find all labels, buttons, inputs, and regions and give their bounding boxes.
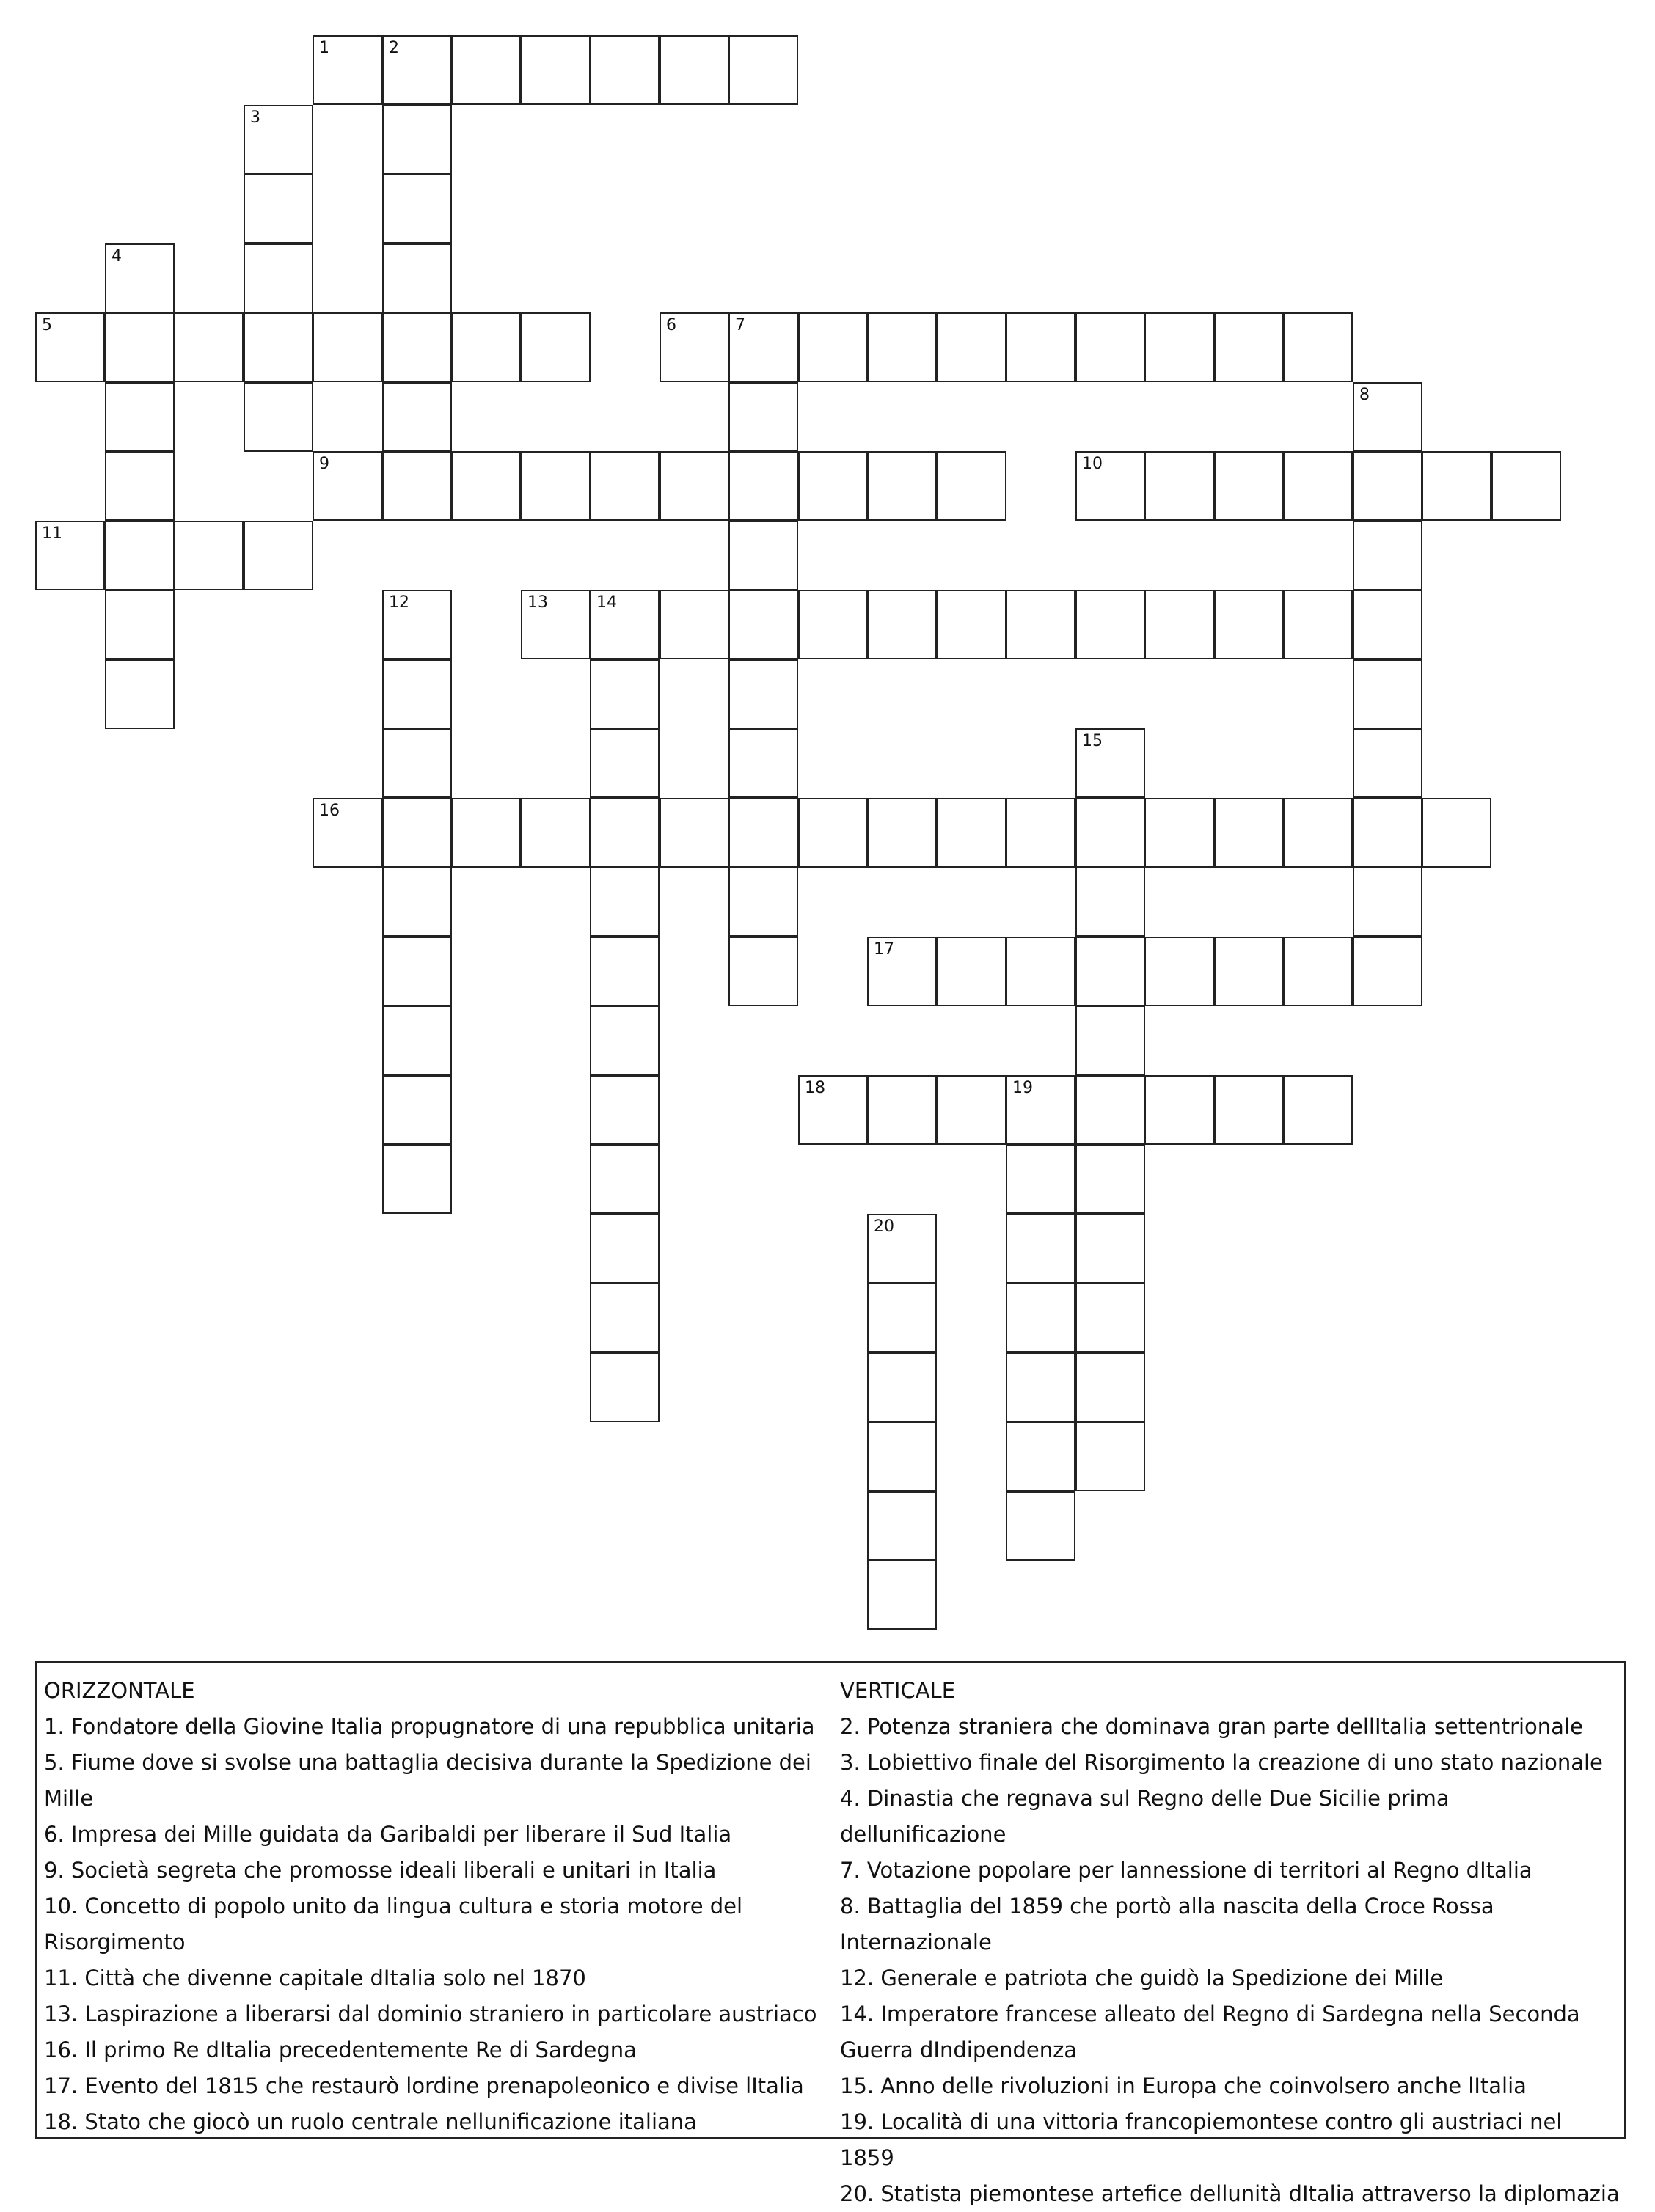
clue-number: 4 <box>112 247 122 265</box>
grid-cell[interactable] <box>1422 451 1491 521</box>
grid-cell[interactable] <box>1075 1214 1145 1283</box>
grid-cell[interactable] <box>590 1006 660 1075</box>
across-clues <box>44 1673 866 2140</box>
grid-cell[interactable] <box>174 312 244 382</box>
grid-cell[interactable] <box>105 382 175 452</box>
grid-cell[interactable] <box>1283 451 1353 521</box>
grid-cell[interactable] <box>590 1352 660 1422</box>
grid-cell[interactable] <box>1006 1491 1075 1561</box>
grid-cell[interactable] <box>590 590 660 659</box>
grid-cell[interactable] <box>244 243 313 313</box>
grid-cell[interactable] <box>590 451 660 521</box>
clue-number: 7 <box>735 316 745 334</box>
grid-cell[interactable] <box>590 1144 660 1214</box>
grid-cell[interactable] <box>382 243 452 313</box>
clue-down: 4. Dinastia che regnava sul Regno delle Due Sicilie prima dellunificazione <box>840 1786 1450 1847</box>
clue-across: 1. Fondatore della Giovine Italia propugnatore di una repubblica unitaria <box>44 1714 815 1739</box>
grid-cell[interactable] <box>1353 659 1422 729</box>
grid-cell[interactable] <box>244 382 313 452</box>
grid-cell[interactable] <box>1214 937 1284 1006</box>
grid-cell[interactable] <box>937 590 1006 659</box>
grid-cell[interactable] <box>382 451 452 521</box>
clue-number: 17 <box>874 940 894 959</box>
grid-cell[interactable] <box>798 312 868 382</box>
clue-number: 13 <box>527 593 548 612</box>
grid-cell[interactable] <box>1353 867 1422 937</box>
grid-cell[interactable] <box>728 382 798 452</box>
grid-cell[interactable] <box>798 590 868 659</box>
grid-cell[interactable] <box>867 451 937 521</box>
grid-cell[interactable] <box>1075 867 1145 937</box>
grid-cell[interactable] <box>451 312 521 382</box>
grid-cell[interactable] <box>1075 798 1145 868</box>
grid-cell[interactable] <box>1144 312 1214 382</box>
grid-cell[interactable] <box>244 312 313 382</box>
grid-cell[interactable] <box>382 105 452 175</box>
grid-cell[interactable] <box>1075 728 1145 798</box>
grid-cell[interactable] <box>451 451 521 521</box>
grid-cell[interactable] <box>1006 937 1075 1006</box>
grid-cell[interactable] <box>590 728 660 798</box>
grid-cell[interactable] <box>451 798 521 868</box>
clue-number: 2 <box>389 39 399 57</box>
clue-number: 14 <box>596 593 617 612</box>
clue-across: 17. Evento del 1815 che restaurò lordine prenapoleonico e divise lItalia <box>44 2073 804 2098</box>
grid-cell[interactable] <box>313 798 382 868</box>
grid-cell[interactable] <box>1144 1075 1214 1145</box>
grid-cell[interactable] <box>105 243 175 313</box>
grid-cell[interactable] <box>382 174 452 243</box>
grid-cell[interactable] <box>382 867 452 937</box>
grid-cell[interactable] <box>728 451 798 521</box>
clue-number: 9 <box>319 455 329 473</box>
grid-cell[interactable] <box>105 590 175 659</box>
grid-cell[interactable] <box>1214 451 1284 521</box>
grid-cell[interactable] <box>728 798 798 868</box>
clue-across: 18. Stato che giocò un ruolo centrale nellunificazione italiana <box>44 2109 697 2134</box>
clue-down: 7. Votazione popolare per lannessione di territori al Regno dItalia <box>840 1858 1532 1883</box>
grid-cell[interactable] <box>728 521 798 590</box>
grid-cell[interactable] <box>867 1214 937 1283</box>
grid-cell[interactable] <box>937 937 1006 1006</box>
clue-number: 11 <box>42 524 62 543</box>
grid-cell[interactable] <box>728 937 798 1006</box>
grid-cell[interactable] <box>660 798 729 868</box>
grid-cell[interactable] <box>1283 937 1353 1006</box>
grid-cell[interactable] <box>937 1075 1006 1145</box>
clue-number: 15 <box>1082 732 1103 750</box>
grid-cell[interactable] <box>728 867 798 937</box>
clue-down: 19. Località di una vittoria francopiemontese contro gli austriaci nel 1859 <box>840 2109 1563 2170</box>
grid-cell[interactable] <box>867 590 937 659</box>
clue-down: 2. Potenza straniera che dominava gran parte dellItalia settentrionale <box>840 1714 1583 1739</box>
grid-cell[interactable] <box>313 312 382 382</box>
grid-cell[interactable] <box>382 35 452 105</box>
grid-cell[interactable] <box>1075 451 1145 521</box>
clue-across: 5. Fiume dove si svolse una battaglia decisiva durante la Spedizione dei Mille <box>44 1750 811 1811</box>
clue-across: 6. Impresa dei Mille guidata da Garibaldi per liberare il Sud Italia <box>44 1822 732 1847</box>
grid-cell[interactable] <box>590 35 660 105</box>
grid-cell[interactable] <box>1006 590 1075 659</box>
grid-cell[interactable] <box>798 1075 868 1145</box>
clue-number: 10 <box>1082 455 1103 473</box>
clue-number: 18 <box>805 1079 825 1097</box>
clue-across: 11. Città che divenne capitale dItalia solo nel 1870 <box>44 1966 586 1991</box>
clue-number: 8 <box>1359 386 1370 404</box>
grid-cell[interactable] <box>728 312 798 382</box>
grid-cell[interactable] <box>1075 1144 1145 1214</box>
grid-cell[interactable] <box>35 312 105 382</box>
grid-cell[interactable] <box>521 798 591 868</box>
grid-cell[interactable] <box>174 521 244 590</box>
grid-cell[interactable] <box>1353 937 1422 1006</box>
grid-cell[interactable] <box>728 728 798 798</box>
grid-cell[interactable] <box>1144 798 1214 868</box>
grid-cell[interactable] <box>660 35 729 105</box>
grid-cell[interactable] <box>382 798 452 868</box>
grid-cell[interactable] <box>867 1560 937 1630</box>
grid-cell[interactable] <box>1214 798 1284 868</box>
grid-cell[interactable] <box>1353 798 1422 868</box>
grid-cell[interactable] <box>244 105 313 175</box>
grid-cell[interactable] <box>798 451 868 521</box>
grid-cell[interactable] <box>382 659 452 729</box>
grid-cell[interactable] <box>867 1352 937 1422</box>
clue-number: 16 <box>319 802 340 820</box>
grid-cell[interactable] <box>590 867 660 937</box>
grid-cell[interactable] <box>937 312 1006 382</box>
clue-number: 19 <box>1012 1079 1033 1097</box>
grid-cell[interactable] <box>521 451 591 521</box>
grid-cell[interactable] <box>1144 937 1214 1006</box>
grid-cell[interactable] <box>382 590 452 659</box>
grid-cell[interactable] <box>660 590 729 659</box>
grid-cell[interactable] <box>382 1075 452 1145</box>
grid-cell[interactable] <box>728 659 798 729</box>
clues-box <box>35 1661 1626 2206</box>
grid-cell[interactable] <box>728 35 798 105</box>
grid-cell[interactable] <box>382 1144 452 1214</box>
grid-cell[interactable] <box>382 937 452 1006</box>
grid-cell[interactable] <box>867 798 937 868</box>
grid-cell[interactable] <box>1283 312 1353 382</box>
clue-across: 16. Il primo Re dItalia precedentemente Re di Sardegna <box>44 2037 637 2062</box>
grid-cell[interactable] <box>1075 1075 1145 1145</box>
grid-cell[interactable] <box>1353 451 1422 521</box>
grid-cell[interactable] <box>1006 1075 1075 1145</box>
grid-cell[interactable] <box>1006 798 1075 868</box>
grid-cell[interactable] <box>1214 590 1284 659</box>
across-title: ORIZZONTALE <box>44 1678 195 1703</box>
grid-cell[interactable] <box>382 382 452 452</box>
grid-cell[interactable] <box>313 451 382 521</box>
grid-cell[interactable] <box>1075 1283 1145 1352</box>
grid-cell[interactable] <box>867 1075 937 1145</box>
grid-cell[interactable] <box>244 174 313 243</box>
grid-cell[interactable] <box>1006 312 1075 382</box>
grid-cell[interactable] <box>590 1283 660 1352</box>
grid-cell[interactable] <box>1006 1144 1075 1214</box>
grid-cell[interactable] <box>1075 312 1145 382</box>
clue-down: 15. Anno delle rivoluzioni in Europa che coinvolsero anche lItalia <box>840 2073 1527 2098</box>
grid-cell[interactable] <box>660 451 729 521</box>
grid-cell[interactable] <box>382 312 452 382</box>
grid-cell[interactable] <box>382 1006 452 1075</box>
grid-cell[interactable] <box>660 312 729 382</box>
grid-cell[interactable] <box>1075 1352 1145 1422</box>
grid-cell[interactable] <box>867 312 937 382</box>
grid-cell[interactable] <box>1075 1006 1145 1075</box>
grid-cell[interactable] <box>867 1491 937 1561</box>
grid-cell[interactable] <box>937 798 1006 868</box>
clue-number: 20 <box>874 1217 894 1236</box>
grid-cell[interactable] <box>1006 1421 1075 1491</box>
grid-cell[interactable] <box>244 521 313 590</box>
grid-cell[interactable] <box>590 1214 660 1283</box>
grid-cell[interactable] <box>1214 312 1284 382</box>
grid-cell[interactable] <box>798 798 868 868</box>
grid-cell[interactable] <box>1214 1075 1284 1145</box>
grid-cell[interactable] <box>1006 1214 1075 1283</box>
clue-down: 3. Lobiettivo finale del Risorgimento la creazione di uno stato nazionale <box>840 1750 1603 1775</box>
grid-cell[interactable] <box>1075 590 1145 659</box>
grid-cell[interactable] <box>105 312 175 382</box>
clue-number: 6 <box>666 316 676 334</box>
grid-cell[interactable] <box>451 35 521 105</box>
grid-cell[interactable] <box>728 590 798 659</box>
grid-cell[interactable] <box>867 1421 937 1491</box>
grid-cell[interactable] <box>1006 1352 1075 1422</box>
grid-cell[interactable] <box>382 728 452 798</box>
grid-cell[interactable] <box>105 451 175 521</box>
grid-cell[interactable] <box>1353 382 1422 452</box>
grid-cell[interactable] <box>1422 798 1491 868</box>
grid-cell[interactable] <box>590 659 660 729</box>
down-title: VERTICALE <box>840 1678 956 1703</box>
grid-cell[interactable] <box>521 312 591 382</box>
clue-across: 9. Società segreta che promosse ideali liberali e unitari in Italia <box>44 1858 717 1883</box>
grid-cell[interactable] <box>521 590 591 659</box>
clue-across: 10. Concetto di popolo unito da lingua cultura e storia motore del Risorgimento <box>44 1894 743 1955</box>
grid-cell[interactable] <box>867 937 937 1006</box>
down-clues <box>840 1673 1621 2212</box>
clue-number: 5 <box>42 316 52 334</box>
grid-cell[interactable] <box>1353 728 1422 798</box>
grid-cell[interactable] <box>1283 590 1353 659</box>
grid-cell[interactable] <box>1283 798 1353 868</box>
grid-cell[interactable] <box>313 35 382 105</box>
grid-cell[interactable] <box>1144 451 1214 521</box>
grid-cell[interactable] <box>867 1283 937 1352</box>
grid-cell[interactable] <box>1353 521 1422 590</box>
grid-cell[interactable] <box>1075 1421 1145 1491</box>
clue-number: 12 <box>389 593 409 612</box>
grid-cell[interactable] <box>590 798 660 868</box>
grid-cell[interactable] <box>1353 590 1422 659</box>
clue-number: 3 <box>250 109 260 127</box>
grid-cell[interactable] <box>590 1075 660 1145</box>
grid-cell[interactable] <box>1144 590 1214 659</box>
clue-down: 8. Battaglia del 1859 che portò alla nascita della Croce Rossa Internazionale <box>840 1894 1494 1955</box>
grid-cell[interactable] <box>590 937 660 1006</box>
grid-cell[interactable] <box>521 35 591 105</box>
clue-down: 14. Imperatore francese alleato del Regno di Sardegna nella Seconda Guerra dIndipendenza <box>840 2002 1580 2062</box>
grid-cell[interactable] <box>1491 451 1561 521</box>
grid-cell[interactable] <box>937 451 1006 521</box>
clue-down: 20. Statista piemontese artefice dellunità dItalia attraverso la diplomazia <box>840 2181 1620 2206</box>
grid-cell[interactable] <box>1075 937 1145 1006</box>
clue-number: 1 <box>319 39 329 57</box>
grid-cell[interactable] <box>1283 1075 1353 1145</box>
grid-cell[interactable] <box>105 659 175 729</box>
grid-cell[interactable] <box>1006 1283 1075 1352</box>
grid-cell[interactable] <box>105 521 175 590</box>
grid-cell[interactable] <box>35 521 105 590</box>
clue-across: 13. Laspirazione a liberarsi dal dominio straniero in particolare austriaco <box>44 2002 817 2026</box>
clue-down: 12. Generale e patriota che guidò la Spedizione dei Mille <box>840 1966 1444 1991</box>
